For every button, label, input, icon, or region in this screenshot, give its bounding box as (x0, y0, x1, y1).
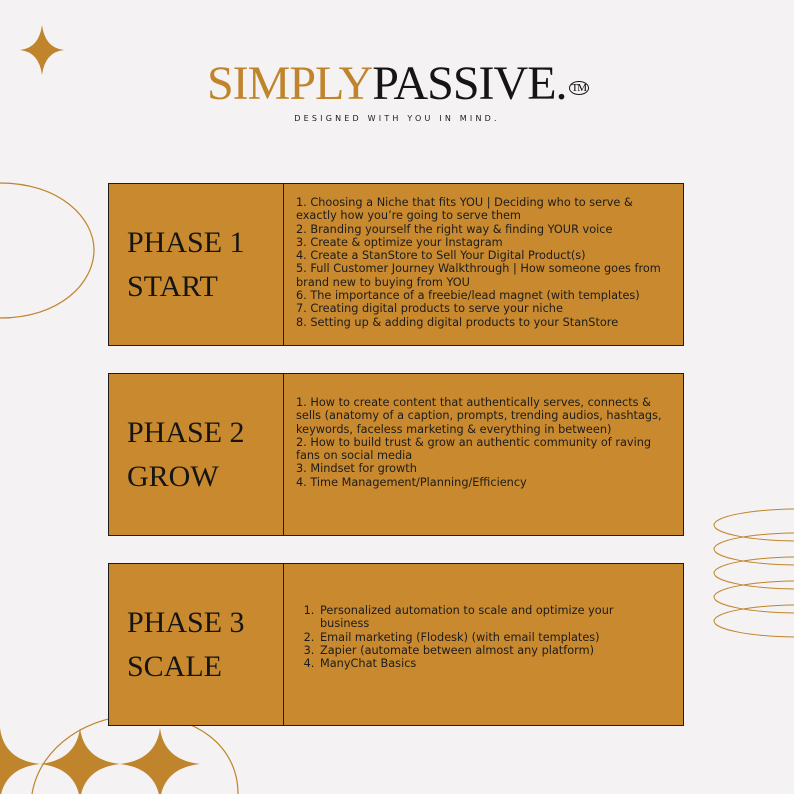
list-item: 3. Create & optimize your Instagram (296, 235, 503, 249)
list-item: 4. ManyChat Basics (318, 657, 659, 670)
phase-title: PHASE 3 (127, 605, 245, 639)
arc-line (0, 183, 94, 318)
trademark-icon: TM (569, 81, 590, 95)
phase-2-heading (109, 374, 284, 535)
list-item: 2. Email marketing (Flodesk) (with email templates) (318, 631, 659, 644)
phase-2-list (284, 374, 683, 535)
logo-part-simply: SIMPLY (206, 57, 373, 110)
list-item: 8. Setting up & adding digital products to your StanStore (296, 315, 619, 329)
phase-3-list (284, 564, 683, 725)
list-item: 1. Choosing a Niche that fits YOU | Deciding who to serve & exactly how you’re going to serve them (296, 196, 633, 223)
list-item: 3. Zapier (automate between almost any platform) (318, 644, 659, 657)
phase-subtitle: START (127, 269, 218, 303)
phase-2-card (108, 373, 684, 536)
phase-subtitle: GROW (127, 459, 219, 493)
phase-title: PHASE 1 (127, 225, 245, 259)
list-item: 2. How to build trust & grow an authentic community of raving fans on social media (296, 435, 652, 463)
stacked-rings (714, 509, 794, 637)
list-item: 1. How to create content that authentically serves, connects & sells (anatomy of a caption, prompts, trending audios, hashtags, keywords, faceless marketing & everything in between) (296, 396, 662, 436)
list-item: 4. Time Management/Planning/Efficiency (296, 475, 527, 489)
phase-1-card (108, 183, 684, 346)
phase-3-heading (109, 564, 284, 725)
arc-line-bottom (32, 715, 238, 794)
logo-part-passive: PASSIVE. (372, 57, 567, 110)
list-item: 7. Creating digital products to serve your niche (296, 302, 563, 316)
phase-subtitle: SCALE (127, 649, 223, 683)
list-item: 6. The importance of a freebie/lead magnet (with templates) (296, 289, 640, 303)
list-item: 4. Create a StanStore to Sell Your Digital Product(s) (296, 249, 586, 263)
list-item: 3. Mindset for growth (296, 462, 417, 476)
list-item: 5. Full Customer Journey Walkthrough | How someone goes from brand new to buying from YOU (296, 262, 661, 289)
list-item: 2. Branding yourself the right way & finding YOUR voice (296, 222, 613, 236)
phase-1-list (284, 184, 683, 345)
phase-title: PHASE 2 (127, 415, 245, 449)
sparkle-row (0, 728, 200, 794)
phase-3-card (108, 563, 684, 726)
logo (0, 56, 794, 112)
tagline: DESIGNED WITH YOU IN MIND. (294, 114, 500, 123)
list-item: 1. Personalized automation to scale and optimize your business (318, 604, 659, 631)
phase-1-heading (109, 184, 284, 345)
